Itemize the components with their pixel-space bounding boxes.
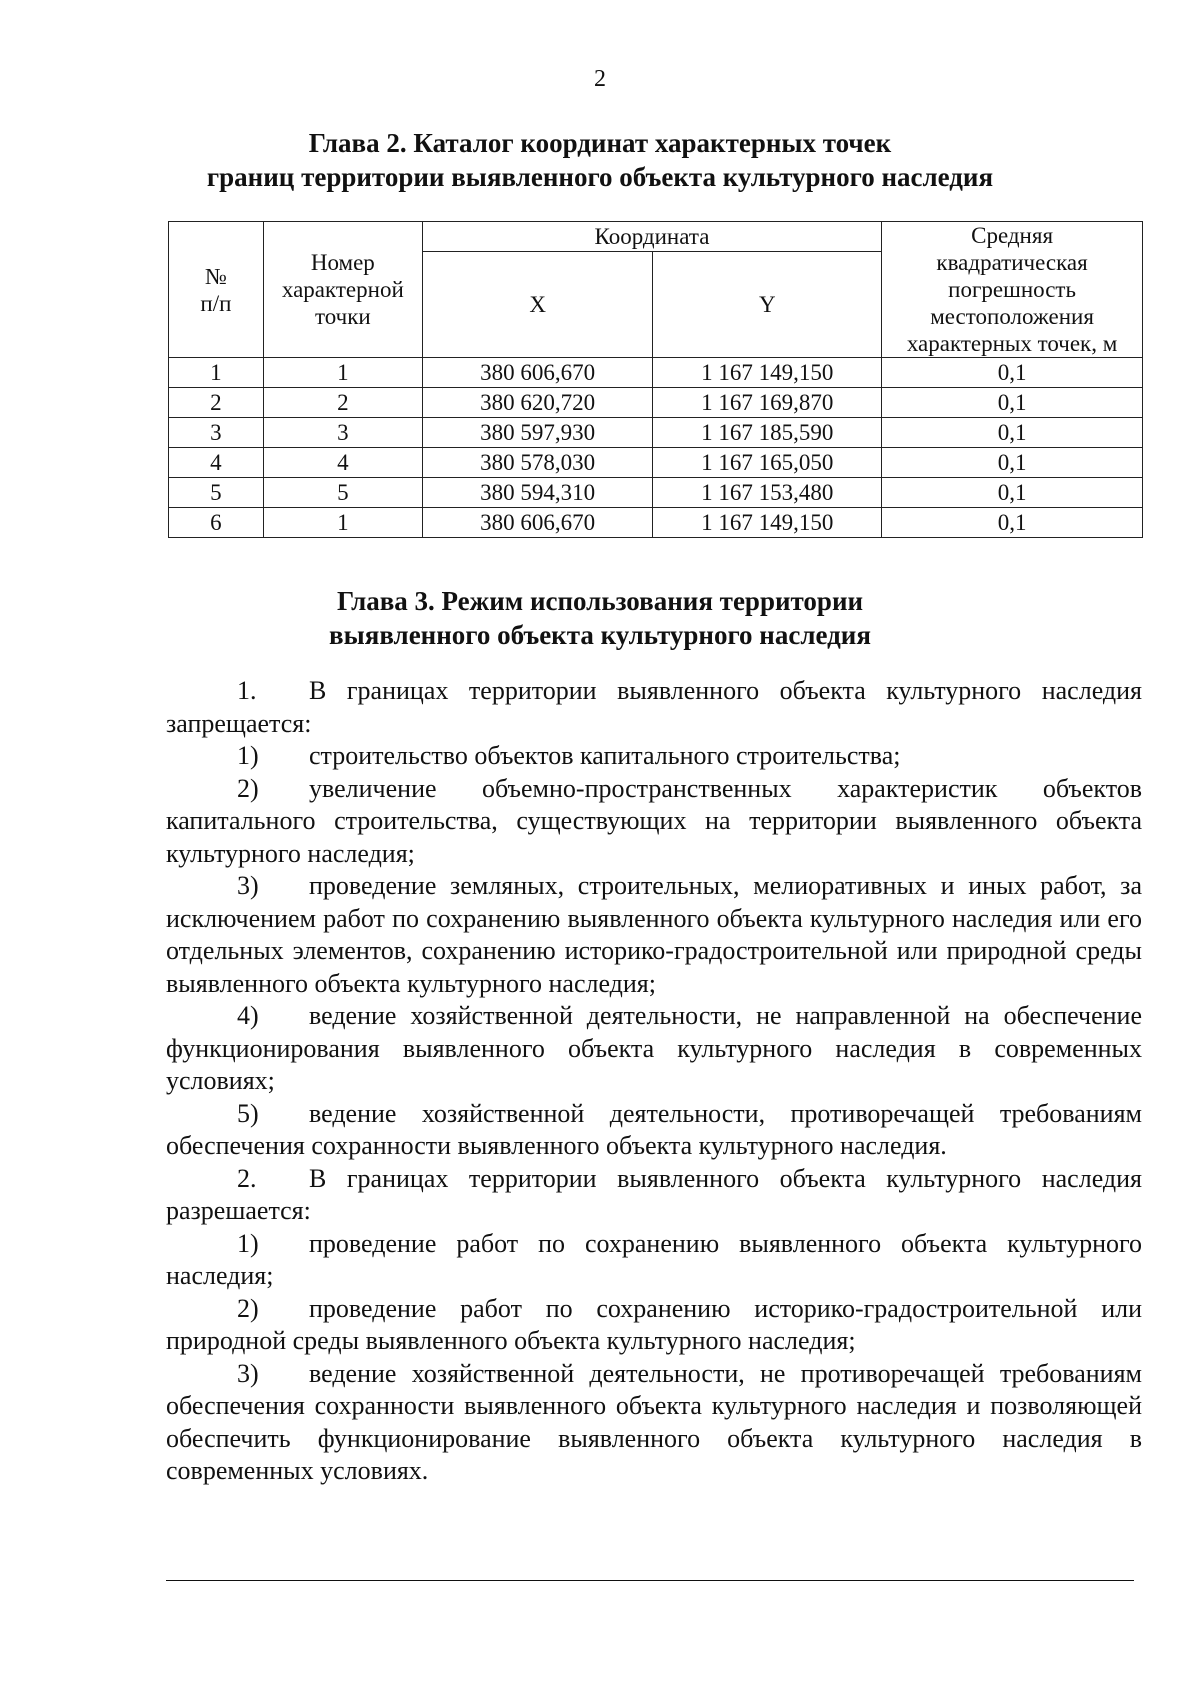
cell-number: 3 xyxy=(169,418,264,448)
table-row xyxy=(169,448,1143,478)
item-number: 3) xyxy=(237,1358,259,1388)
paragraph-text: увеличение объемно-пространственных характеристик объектов капитального строительства, существующих на территории выявленного объекта культурного наследия; xyxy=(166,773,1142,868)
header-error-line-4: местоположения xyxy=(930,304,1094,329)
paragraph xyxy=(166,1000,1142,1098)
cell-y: 1 167 165,050 xyxy=(653,448,882,478)
cell-point: 2 xyxy=(263,388,422,418)
cell-error: 0,1 xyxy=(882,508,1143,538)
cell-x: 380 578,030 xyxy=(422,448,653,478)
cell-number: 2 xyxy=(169,388,264,418)
cell-number: 1 xyxy=(169,358,264,388)
cell-x: 380 594,310 xyxy=(422,478,653,508)
chapter-2-title-line-1: Глава 2. Каталог координат характерных точек xyxy=(308,128,892,158)
header-number xyxy=(169,222,264,358)
paragraph-text: проведение работ по сохранению выявленного объекта культурного наследия; xyxy=(166,1228,1142,1290)
header-error xyxy=(882,222,1143,358)
paragraph xyxy=(166,773,1142,871)
item-number: 5) xyxy=(237,1098,259,1128)
cell-number: 4 xyxy=(169,448,264,478)
paragraph-text: ведение хозяйственной деятельности, противоречащей требованиям обеспечения сохранности выявленного объекта культурного наследия. xyxy=(166,1098,1142,1160)
paragraph xyxy=(166,1098,1142,1163)
cell-error: 0,1 xyxy=(882,388,1143,418)
chapter-3-title xyxy=(0,584,1200,652)
cell-x: 380 606,670 xyxy=(422,358,653,388)
header-y: Y xyxy=(653,252,882,358)
paragraph xyxy=(166,1163,1142,1228)
item-number: 1) xyxy=(237,1228,259,1258)
cell-error: 0,1 xyxy=(882,418,1143,448)
cell-y: 1 167 149,150 xyxy=(653,508,882,538)
chapter-3-body xyxy=(166,675,1142,1488)
table-row xyxy=(169,388,1143,418)
item-number: 2) xyxy=(237,1293,259,1323)
cell-y: 1 167 185,590 xyxy=(653,418,882,448)
item-number: 4) xyxy=(237,1001,259,1030)
cell-error: 0,1 xyxy=(882,358,1143,388)
paragraph xyxy=(166,1293,1142,1358)
cell-x: 380 597,930 xyxy=(422,418,653,448)
cell-error: 0,1 xyxy=(882,478,1143,508)
item-number: 1. xyxy=(237,676,257,705)
chapter-3-title-line-2: выявленного объекта культурного наследия xyxy=(329,620,871,650)
header-coordinate: Координата xyxy=(422,222,881,252)
header-point-line-1: Номер xyxy=(310,250,375,275)
paragraph xyxy=(166,1228,1142,1293)
table-row xyxy=(169,478,1143,508)
cell-y: 1 167 169,870 xyxy=(653,388,882,418)
paragraph xyxy=(166,1358,1142,1488)
paragraph xyxy=(166,870,1142,1000)
cell-y: 1 167 153,480 xyxy=(653,478,882,508)
cell-number: 6 xyxy=(169,508,264,538)
cell-point: 1 xyxy=(263,358,422,388)
cell-point: 5 xyxy=(263,478,422,508)
table-row xyxy=(169,508,1143,538)
header-error-line-2: квадратическая xyxy=(936,250,1088,275)
page-number: 2 xyxy=(594,66,606,92)
item-number: 2) xyxy=(237,773,259,803)
cell-point: 3 xyxy=(263,418,422,448)
item-number: 1) xyxy=(237,741,259,770)
chapter-3-title-line-1: Глава 3. Режим использования территории xyxy=(336,586,864,616)
table-row xyxy=(169,418,1143,448)
footer-divider xyxy=(166,1580,1134,1581)
paragraph-text: проведение работ по сохранению историко-градостроительной или природной среды выявленного объекта культурного наследия; xyxy=(166,1293,1142,1355)
cell-point: 4 xyxy=(263,448,422,478)
chapter-2-title-line-2: границ территории выявленного объекта культурного наследия xyxy=(206,162,994,192)
cell-error: 0,1 xyxy=(882,448,1143,478)
paragraph-text: В границах территории выявленного объекта культурного наследия разрешается: xyxy=(166,1163,1142,1225)
paragraph xyxy=(166,740,1142,773)
item-number: 2. xyxy=(237,1163,257,1193)
cell-number: 5 xyxy=(169,478,264,508)
table-row xyxy=(169,358,1143,388)
chapter-2-title xyxy=(0,126,1200,194)
paragraph-text: ведение хозяйственной деятельности, не направленной на обеспечение функционирования выявленного объекта культурного наследия в современных условиях; xyxy=(166,1001,1142,1095)
header-number-line-1: № xyxy=(204,263,227,289)
cell-point: 1 xyxy=(263,508,422,538)
paragraph-text: ведение хозяйственной деятельности, не противоречащей требованиям обеспечения сохранности выявленного объекта культурного наследия и позволяющей обеспечить функционирование выявленного объекта культурного наследия в современных условиях. xyxy=(166,1358,1142,1485)
paragraph-text: В границах территории выявленного объекта культурного наследия запрещается: xyxy=(166,676,1142,738)
header-error-line-3: погрешность xyxy=(948,277,1076,302)
header-error-line-5: характерных точек, м xyxy=(906,331,1118,356)
cell-x: 380 606,670 xyxy=(422,508,653,538)
header-point-line-3: точки xyxy=(314,304,371,329)
header-point-number xyxy=(263,222,422,358)
coordinates-table xyxy=(168,221,1143,538)
paragraph-text: строительство объектов капитального строительства; xyxy=(309,741,901,770)
cell-x: 380 620,720 xyxy=(422,388,653,418)
header-x: X xyxy=(422,252,653,358)
header-error-line-1: Средняя xyxy=(971,223,1054,248)
cell-y: 1 167 149,150 xyxy=(653,358,882,388)
paragraph-text: проведение земляных, строительных, мелиоративных и иных работ, за исключением работ по сохранению выявленного объекта культурного наследия или его отдельных элементов, сохранению историко-градостроительной или природной среды выявленного объекта культурного наследия; xyxy=(166,871,1142,998)
header-point-line-2: характерной xyxy=(281,277,404,302)
header-number-line-2: п/п xyxy=(200,290,232,316)
item-number: 3) xyxy=(237,871,259,900)
paragraph xyxy=(166,675,1142,740)
